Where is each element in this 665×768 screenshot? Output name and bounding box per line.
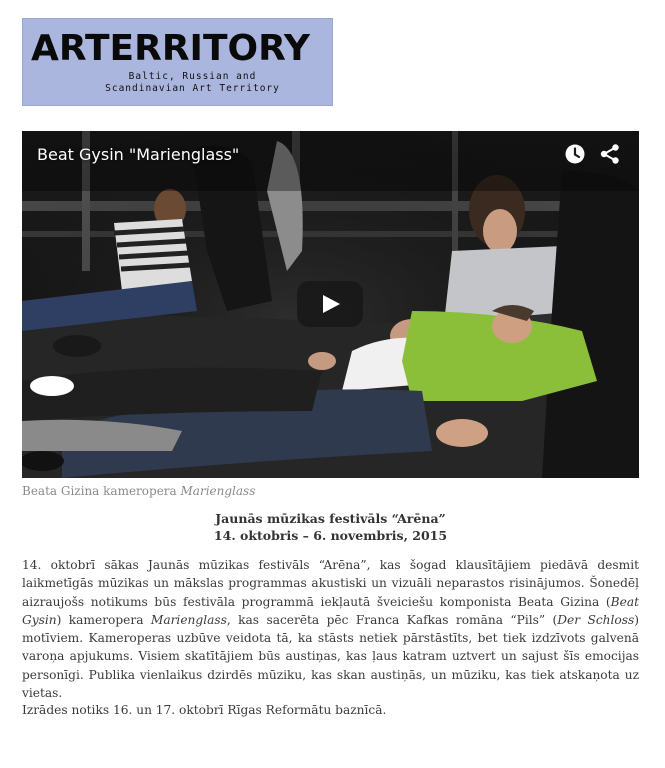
play-icon	[297, 281, 363, 327]
festival-dates: 14. oktobris – 6. novembris, 2015	[213, 528, 448, 543]
paragraph-part-b: ) kameropera	[56, 612, 151, 627]
play-button[interactable]	[297, 281, 363, 327]
paragraph-part-d: ) motīviem. Kameroperas uzbūve veidota tā, ka stāsts netiek pārstāstīts, bet tiek izdzīvots galvenā varoņa apjukums. Visiem skatītājiem būs austiņas, kas ļaus katram uztvert un sajust šīs emocijas personīgi. Publika vienlaikus dzirdēs mūziku, kas skan austiņās, un mūziku, kas tiek atskaņota uz vietas.	[22, 612, 640, 701]
opera-title: Marienglass	[150, 612, 227, 627]
video-player[interactable]	[22, 131, 639, 478]
video-title[interactable]: Beat Gysin "Marienglass"	[37, 145, 240, 164]
share-icon[interactable]	[599, 143, 621, 165]
watch-later-icon[interactable]	[564, 143, 586, 165]
logo-subtitle-line2: Scandinavian Art Territory	[105, 83, 280, 94]
paragraph-part-c: , kas sacerēta pēc Franca Kafkas romāna “Pils” (	[226, 612, 558, 627]
logo-wordmark: ARTERRITORY	[31, 28, 310, 69]
festival-title: Jaunās mūzikas festivāls “Arēna”	[215, 511, 446, 526]
performance-info: Izrādes notiks 16. un 17. oktobrī Rīgas Reformātu baznīcā.	[22, 703, 387, 717]
paragraph-part-a: 14. oktobrī sākas Jaunās mūzikas festivāls “Arēna”, kas šogad klausītājiem piedāvā desmit laikmetīgās mūzikas un mākslas programmas akustiski un vizuāli neparastos risinājumos. Šonedēļ aizraujošs notikums būs festivāla programmā iekļautā šveiciešu komponista Beata Gizina (	[22, 558, 639, 609]
article-headline	[22, 510, 639, 544]
video-caption	[22, 484, 255, 498]
novel-original-title: Der Schloss	[557, 612, 635, 627]
caption-text: Beata Gizina kameropera	[22, 484, 181, 498]
article-paragraph	[22, 556, 639, 702]
arterritory-logo[interactable]	[22, 18, 333, 106]
caption-work-title: Marienglass	[180, 484, 256, 498]
composer-original-name: Beat Gysin	[22, 594, 639, 627]
logo-subtitle-line1: Baltic, Russian and	[128, 71, 257, 82]
